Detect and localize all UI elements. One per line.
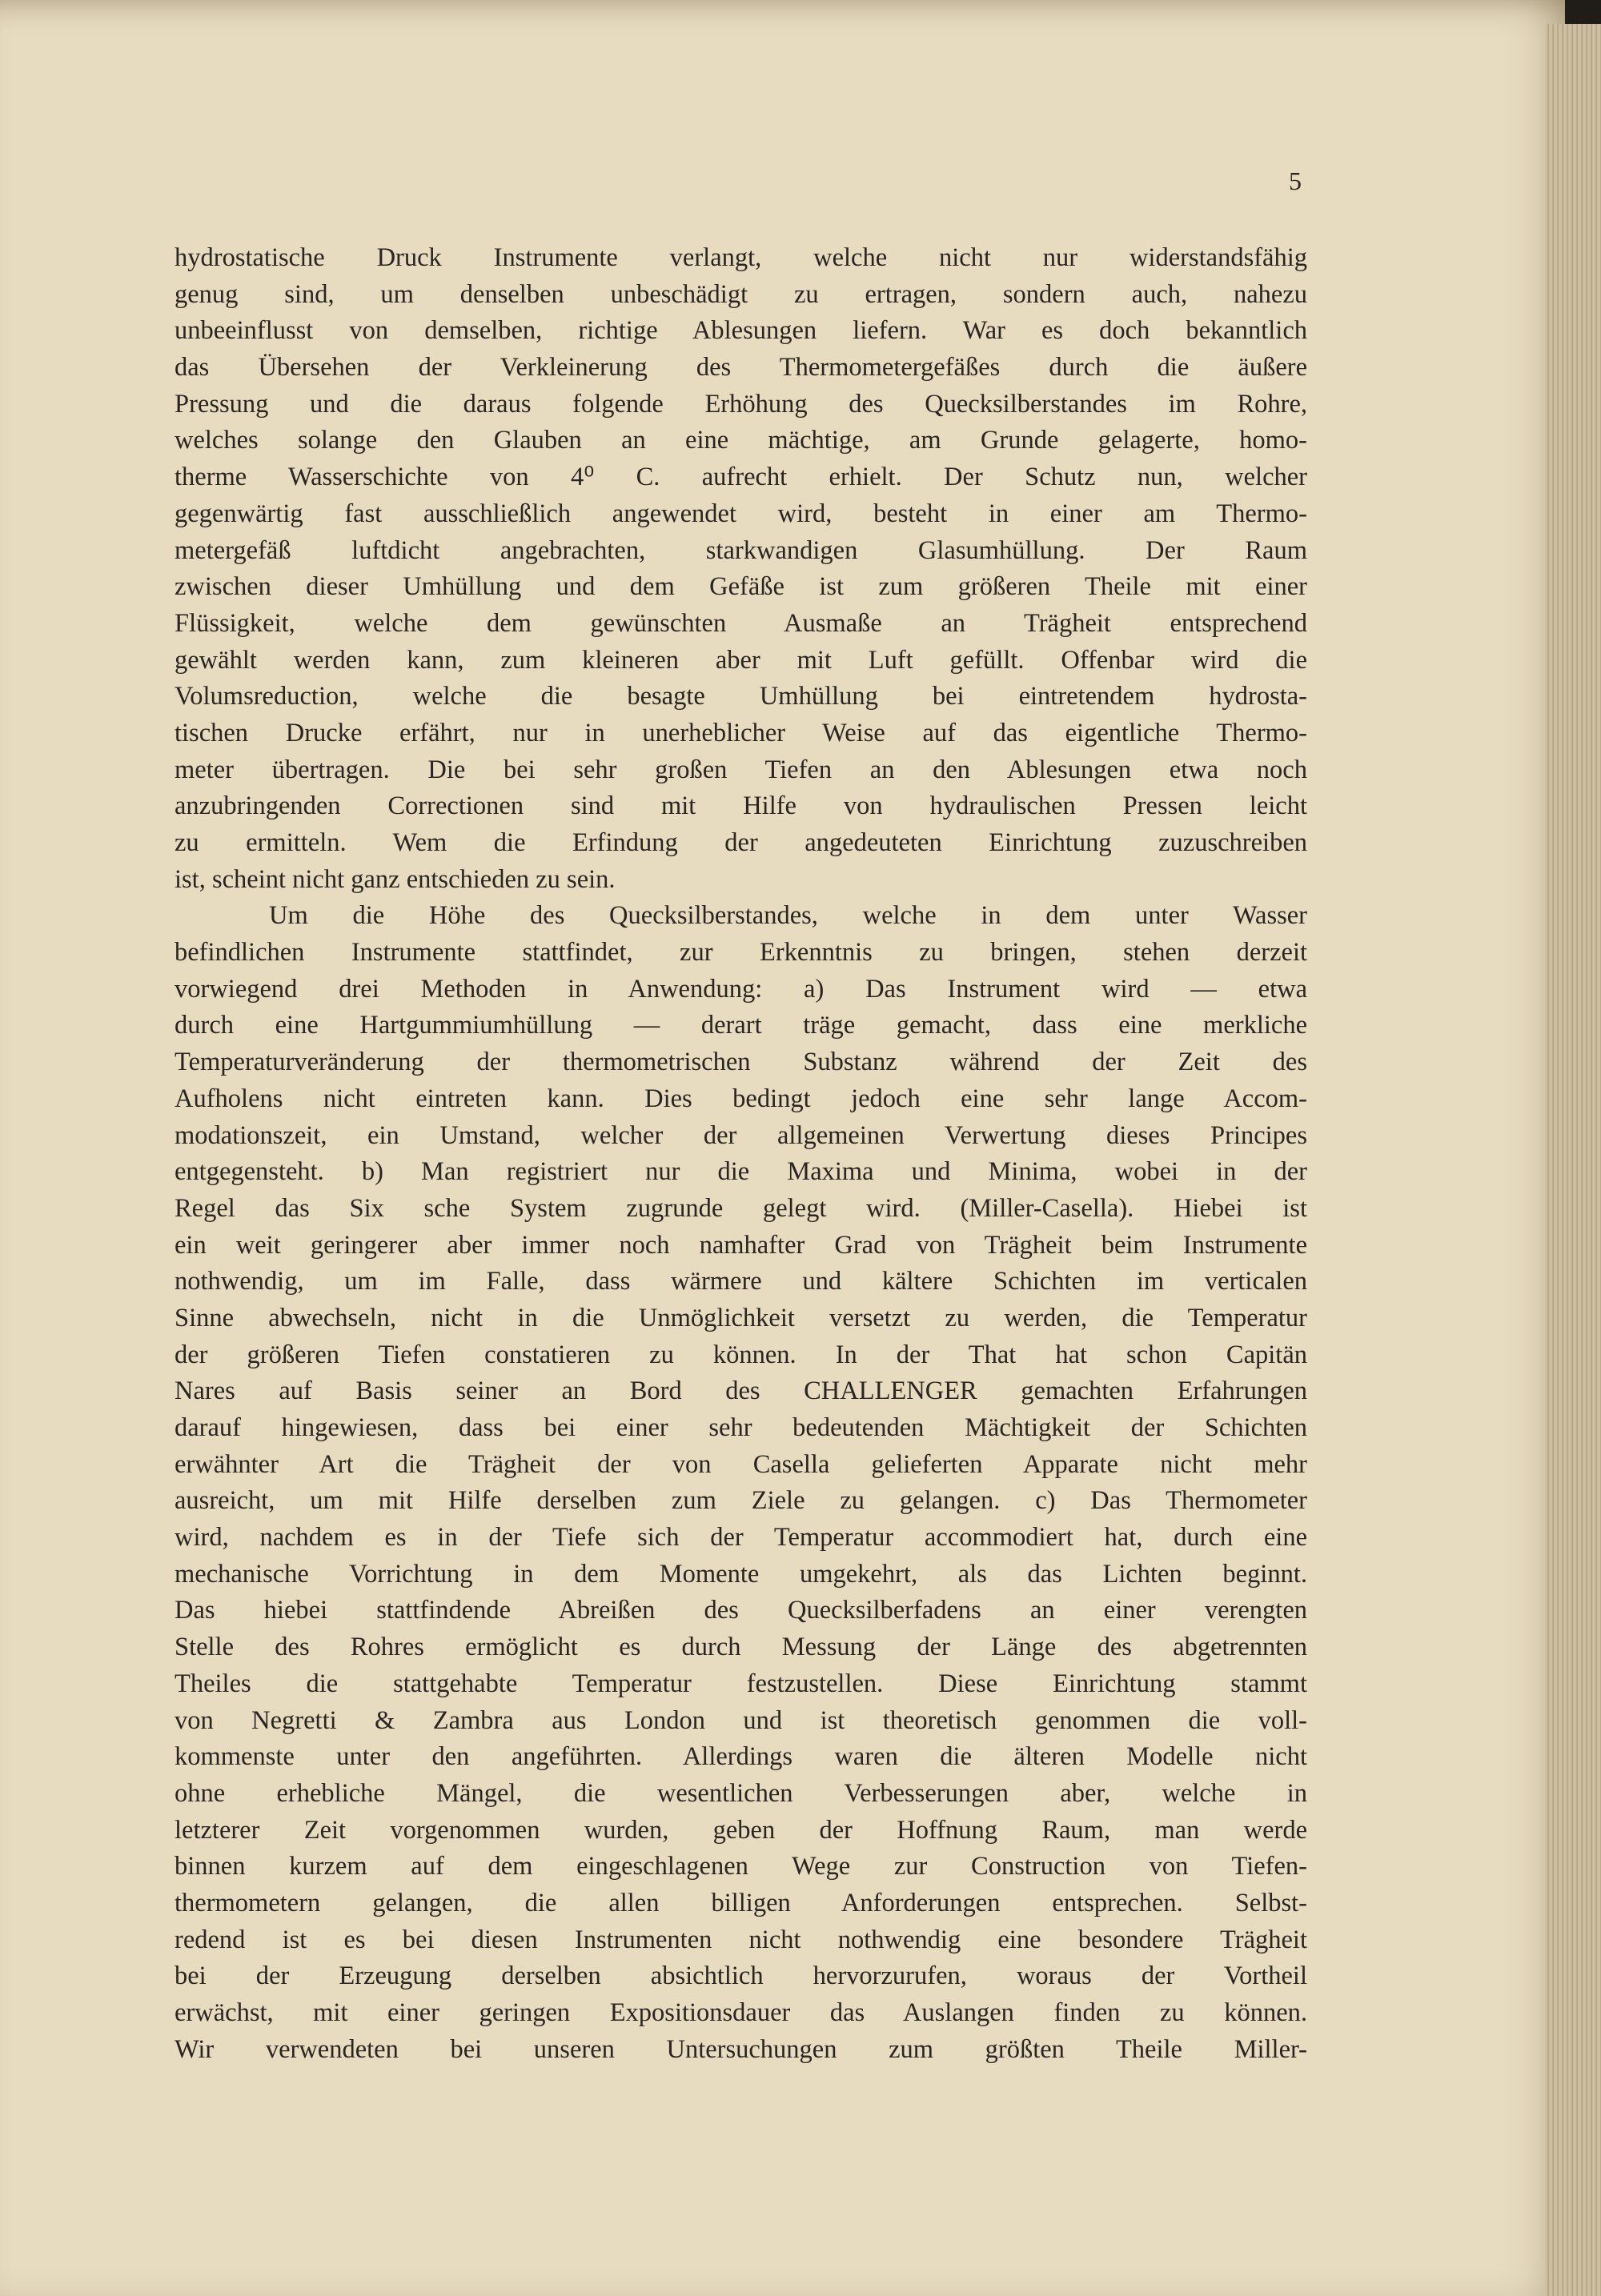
text-line: entgegensteht. b) Man registriert nur die Maxima und Minima, wobei in der [175, 1157, 1307, 1187]
text-line: Pressung und die daraus folgende Erhöhung des Quecksilberstandes im Rohre, [175, 389, 1307, 419]
text-line: therme Wasserschichte von 4⁰ C. aufrecht erhielt. Der Schutz nun, welcher [175, 463, 1307, 492]
text-line: metergefäß luftdicht angebrachten, starkwandigen Glasumhüllung. Der Raum [175, 535, 1307, 565]
text-line: modationszeit, ein Umstand, welcher der allgemeinen Verwertung dieses Principes [175, 1120, 1307, 1150]
text-line: von Negretti & Zambra aus London und ist theoretisch genommen die voll- [175, 1705, 1307, 1735]
text-line: mechanische Vorrichtung in dem Momente umgekehrt, als das Lichten beginnt. [175, 1559, 1307, 1589]
body-text [175, 240, 1307, 2068]
text-line: der größeren Tiefen constatieren zu können. In der That hat schon Capitän [175, 1340, 1307, 1369]
text-line: Theiles die stattgehabte Temperatur festzustellen. Diese Einrichtung stammt [175, 1669, 1307, 1698]
text-line: ein weit geringerer aber immer noch namhafter Grad von Trägheit beim Instrumente [175, 1230, 1307, 1260]
page-number: 5 [1289, 166, 1302, 195]
text-line: Das hiebei stattfindende Abreißen des Quecksilberfadens an einer verengten [175, 1596, 1307, 1625]
text-line: thermometern gelangen, die allen billigen Anforderungen entsprechen. Selbst- [175, 1888, 1307, 1917]
text-line: Stelle des Rohres ermöglicht es durch Messung der Länge des abgetrennten [175, 1633, 1307, 1662]
text-line: Nares auf Basis seiner an Bord des CHALLENGER gemachten Erfahrungen [175, 1376, 1307, 1406]
text-line: das Übersehen der Verkleinerung des Thermometergefäßes durch die äußere [175, 353, 1307, 383]
text-line: Wir verwendeten bei unseren Untersuchungen zum größten Theile Miller- [175, 2034, 1307, 2064]
text-line: Um die Höhe des Quecksilberstandes, welche in dem unter Wasser [269, 901, 1307, 931]
text-line: ausreicht, um mit Hilfe derselben zum Ziele zu gelangen. c) Das Thermometer [175, 1486, 1307, 1516]
text-line: tischen Drucke erfährt, nur in unerheblicher Weise auf das eigentliche Thermo- [175, 718, 1307, 747]
text-line: Flüssigkeit, welche dem gewünschten Ausmaße an Trägheit entsprechend [175, 608, 1307, 638]
text-line: nothwendig, um im Falle, dass wärmere und kältere Schichten im verticalen [175, 1267, 1307, 1296]
text-line: durch eine Hartgummiumhüllung — derart träge gemacht, dass eine merkliche [175, 1011, 1307, 1040]
text-line: letzterer Zeit vorgenommen wurden, geben der Hoffnung Raum, man werde [175, 1815, 1307, 1845]
text-line: redend ist es bei diesen Instrumenten nicht nothwendig eine besondere Trägheit [175, 1925, 1307, 1954]
text-line: zu ermitteln. Wem die Erfindung der angedeuteten Einrichtung zuzuschreiben [175, 828, 1307, 857]
text-line: Volumsreduction, welche die besagte Umhüllung bei eintretendem hydrosta- [175, 682, 1307, 711]
text-line: kommenste unter den angeführten. Allerdings waren die älteren Modelle nicht [175, 1742, 1307, 1772]
text-line: unbeeinflusst von demselben, richtige Ablesungen liefern. War es doch bekanntlich [175, 316, 1307, 346]
text-line: Aufholens nicht eintreten kann. Dies bedingt jedoch eine sehr lange Accom- [175, 1084, 1307, 1113]
text-line: gegenwärtig fast ausschließlich angewendet wird, besteht in einer am Thermo- [175, 499, 1307, 528]
text-line: welches solange den Glauben an eine mächtige, am Grunde gelagerte, homo- [175, 426, 1307, 455]
page-stack-edges [1545, 24, 1601, 2296]
text-line: genug sind, um denselben unbeschädigt zu ertragen, sondern auch, nahezu [175, 279, 1307, 309]
text-line: erwächst, mit einer geringen Expositionsdauer das Auslangen finden zu können. [175, 1998, 1307, 2027]
text-line: anzubringenden Correctionen sind mit Hilfe von hydraulischen Pressen leicht [175, 791, 1307, 821]
text-line: erwähnter Art die Trägheit der von Casella gelieferten Apparate nicht mehr [175, 1449, 1307, 1479]
text-line: Sinne abwechseln, nicht in die Unmöglichkeit versetzt zu werden, die Temperatur [175, 1303, 1307, 1332]
text-line: gewählt werden kann, zum kleineren aber mit Luft gefüllt. Offenbar wird die [175, 645, 1307, 675]
text-line: darauf hingewiesen, dass bei einer sehr bedeutenden Mächtigkeit der Schichten [175, 1413, 1307, 1442]
text-line: vorwiegend drei Methoden in Anwendung: a) Das Instrument wird — etwa [175, 974, 1307, 1004]
text-line: ohne erhebliche Mängel, die wesentlichen Verbesserungen aber, welche in [175, 1778, 1307, 1808]
text-line: meter übertragen. Die bei sehr großen Tiefen an den Ablesungen etwa noch [175, 755, 1307, 784]
text-line: hydrostatische Druck Instrumente verlangt, welche nicht nur widerstandsfähig [175, 243, 1307, 272]
text-line: Regel das Six sche System zugrunde gelegt wird. (Miller-Casella). Hiebei ist [175, 1193, 1307, 1223]
text-line: Temperaturveränderung der thermometrischen Substanz während der Zeit des [175, 1048, 1307, 1077]
text-line: wird, nachdem es in der Tiefe sich der Temperatur accommodiert hat, durch eine [175, 1523, 1307, 1553]
text-line: bei der Erzeugung derselben absichtlich hervorzurufen, woraus der Vortheil [175, 1961, 1307, 1991]
text-line: ist, scheint nicht ganz entschieden zu sein. [175, 864, 616, 894]
text-line: zwischen dieser Umhüllung und dem Gefäße ist zum größeren Theile mit einer [175, 572, 1307, 602]
text-line: befindlichen Instrumente stattfindet, zur Erkenntnis zu bringen, stehen derzeit [175, 938, 1307, 968]
text-line: binnen kurzem auf dem eingeschlagenen Wege zur Construction von Tiefen- [175, 1852, 1307, 1881]
